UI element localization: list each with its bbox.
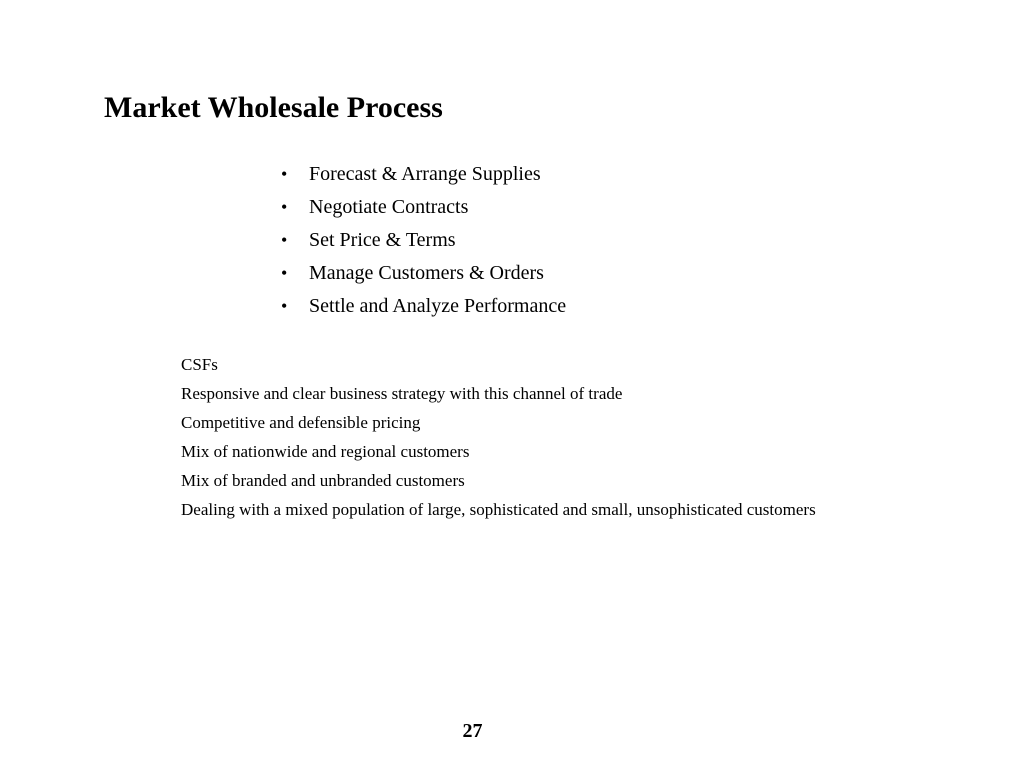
- process-step-label: Negotiate Contracts: [309, 196, 469, 218]
- process-step-label: Set Price & Terms: [309, 229, 456, 251]
- process-step-label: Settle and Analyze Performance: [309, 295, 567, 317]
- csf-heading: CSFs: [181, 355, 218, 374]
- csf-item: Competitive and defensible pricing: [181, 413, 421, 432]
- slide-title: Market Wholesale Process: [104, 91, 443, 124]
- process-step-label: Manage Customers & Orders: [309, 262, 544, 284]
- process-step-label: Forecast & Arrange Supplies: [309, 163, 541, 185]
- page-number: 27: [462, 720, 483, 742]
- bullet-icon: •: [281, 296, 288, 316]
- process-step-item: [281, 290, 566, 323]
- bullet-icon: •: [281, 197, 288, 217]
- process-step-item: [281, 158, 566, 191]
- process-step-list: [281, 158, 566, 323]
- csf-item: Dealing with a mixed population of large, sophisticated and small, unsophisticated customers: [181, 500, 816, 519]
- csf-item: Mix of branded and unbranded customers: [181, 471, 465, 490]
- csf-item: Mix of nationwide and regional customers: [181, 442, 470, 461]
- process-step-item: [281, 191, 566, 224]
- bullet-icon: •: [281, 263, 288, 283]
- csf-section: [181, 350, 816, 524]
- bullet-icon: •: [281, 230, 288, 250]
- process-step-item: [281, 257, 566, 290]
- process-step-item: [281, 224, 566, 257]
- bullet-icon: •: [281, 164, 288, 184]
- csf-item: Responsive and clear business strategy with this channel of trade: [181, 384, 623, 403]
